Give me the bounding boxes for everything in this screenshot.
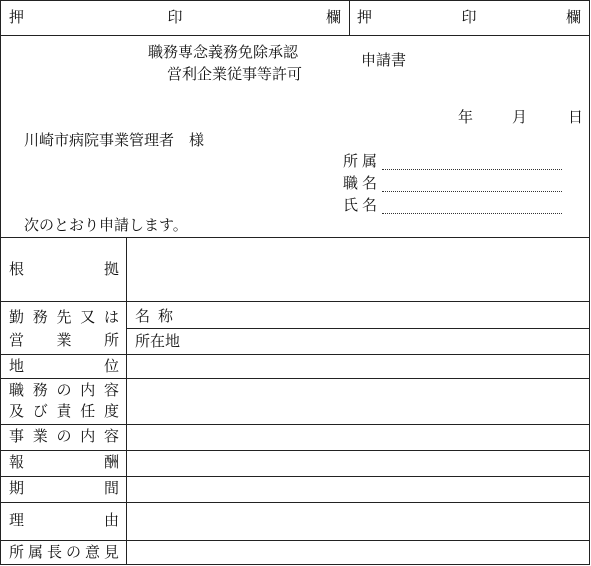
affiliation-label: 所属 <box>343 152 382 170</box>
reason-value-cell[interactable] <box>127 503 589 539</box>
title-suffix: 申請書 <box>361 51 407 69</box>
title-line-1: 職務専念義務免除承認 <box>148 43 299 61</box>
row-label-period: 期 間 <box>9 479 119 497</box>
row-label-basis <box>9 262 119 277</box>
stamp-divider <box>349 0 350 35</box>
workplace-name-cell[interactable] <box>200 302 589 327</box>
pay-value-cell[interactable] <box>127 451 589 475</box>
supervisor-opinion-cell[interactable] <box>127 541 589 564</box>
row-label-business: 事 業 の 内 容 <box>9 427 119 445</box>
workplace-name-label: 名称 <box>135 307 182 325</box>
date-day-label: 日 <box>568 108 584 126</box>
basis-label-char: 根 <box>9 260 25 278</box>
row-label-supervisor: 所 属 長 の 意 見 <box>9 543 119 561</box>
row-label-pay: 報 酬 <box>9 453 119 471</box>
duties-value-cell[interactable] <box>127 379 589 423</box>
basis-value-cell[interactable] <box>127 238 589 300</box>
date-year-label: 年 <box>458 108 474 126</box>
period-value-cell[interactable] <box>127 477 589 501</box>
header-separator <box>0 35 590 36</box>
workplace-address-label: 所在地 <box>135 332 181 350</box>
name-label: 氏名 <box>343 196 382 214</box>
date-month-label: 月 <box>512 108 528 126</box>
title-line-2: 営利企業従事等許可 <box>167 65 303 83</box>
position-field[interactable] <box>382 191 562 192</box>
workplace-address-cell[interactable] <box>200 329 589 353</box>
position-label: 職名 <box>343 174 382 192</box>
row-label-duties: 職 務 の 内 容 <box>9 381 119 399</box>
row-label-workplace-line2: 営 業 所 <box>9 331 119 349</box>
intro-text: 次のとおり申請します。 <box>24 216 188 234</box>
stamp-field-right: 押 印 欄 <box>357 8 581 26</box>
affiliation-field[interactable] <box>382 169 562 170</box>
row-label-workplace: 勤 務 先 又 は <box>9 308 119 326</box>
row-label-reason: 理 由 <box>9 511 119 529</box>
addressee: 川崎市病院事業管理者 様 <box>24 131 205 149</box>
status-value-cell[interactable] <box>127 355 589 377</box>
row-label-status: 地 位 <box>9 357 119 375</box>
business-value-cell[interactable] <box>127 425 589 449</box>
stamp-field-left: 押 印 欄 <box>9 8 341 26</box>
name-field[interactable] <box>382 213 562 214</box>
basis-label-char: 拠 <box>103 260 119 278</box>
row-label-duties-line2: 及 び 責 任 度 <box>9 402 119 420</box>
